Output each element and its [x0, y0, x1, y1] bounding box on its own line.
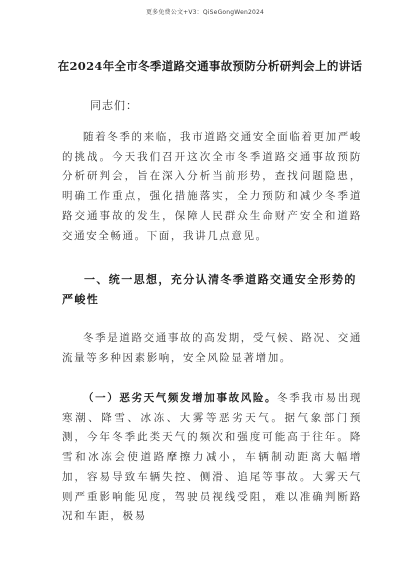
section-1-paragraph: 冬季是道路交通事故的高发期，受气候、路况、交通流量等多种因素影响，安全风险显著增加。	[62, 332, 362, 364]
section-heading-1: 一、统一思想，充分认清冬季道路交通安全形势的严峻性	[62, 273, 357, 306]
intro-paragraph: 随着冬季的来临，我市道路交通安全面临着更加严峻的挑战。今天我们召开这次全市冬季道路交通事故预防分析研判会，旨在深入分析当前形势，查找问题隐患，明确工作重点，强化措施落实，全力预防和减少冬季道路交通事故的发生，保障人民群众生命财产安全和道路交通安全畅通。下面，我讲几点意见。	[62, 131, 362, 242]
document-title: 在2024年全市冬季道路交通事故预防分析研判会上的讲话	[57, 59, 363, 73]
subsection-1-lead: （一）恶劣天气频发增加事故风险。	[83, 392, 278, 404]
subsection-1-paragraph	[62, 389, 362, 527]
salutation: 同志们：	[90, 99, 138, 112]
header-note: 更多免费公文+V3：QiSeGongWen2024	[145, 9, 265, 16]
subsection-1-text: 冬季我市易出现寒潮、降雪、冰冻、大雾等恶劣天气。据气象部门预测，今年冬季此类天气的频次和强度可能高于往年。降雪和冰冻会使道路摩擦力减小，车辆制动距离大幅增加，容易导致车辆失控、侧滑、追尾等事故。大雾天气则严重影响能见度，驾驶员视线受阻，难以准确判断路况和车距，极易	[62, 392, 362, 523]
